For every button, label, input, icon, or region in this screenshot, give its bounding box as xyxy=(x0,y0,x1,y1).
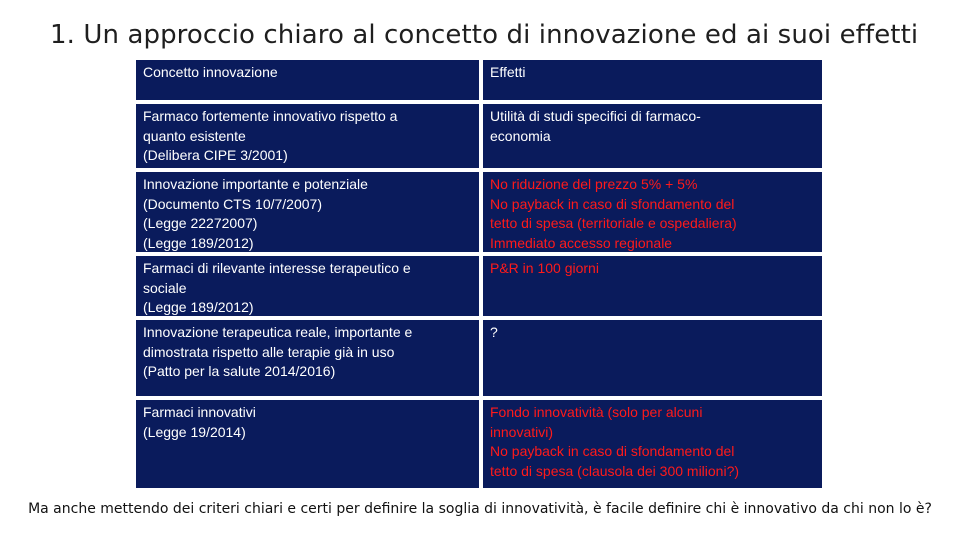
row-2-effect xyxy=(483,172,822,252)
row-3-concept-line: sociale xyxy=(143,279,187,296)
row-4-effect xyxy=(483,320,822,396)
row-5-concept xyxy=(136,400,479,488)
row-3-concept-line: Farmaci di rilevante interesse terapeutico e xyxy=(143,260,411,276)
row-5-effect xyxy=(483,400,822,488)
row-2-effect-line: Immediato accesso regionale xyxy=(490,234,673,251)
row-1-concept-line: Farmaco fortemente innovativo rispetto a xyxy=(143,108,398,124)
header-effects xyxy=(483,60,822,100)
row-5-effect-line: Fondo innovatività (solo per alcuni xyxy=(490,404,703,420)
row-4-concept-line: dimostrata rispetto alle terapie già in uso xyxy=(143,343,395,360)
row-2-concept xyxy=(136,172,479,252)
row-5-effect-line: innovativi) xyxy=(490,423,554,440)
row-5-effect-line: No payback in caso di sfondamento del xyxy=(490,443,735,459)
innovation-table xyxy=(136,60,822,488)
row-4-concept-line: Innovazione terapeutica reale, importante e xyxy=(143,324,413,340)
row-1-concept-line: (Delibera CIPE 3/2001) xyxy=(143,147,288,163)
row-1-effect xyxy=(483,104,822,168)
header-concept xyxy=(136,60,479,100)
row-2-concept-line: (Legge 189/2012) xyxy=(143,234,254,251)
row-4-concept-line: (Patto per la salute 2014/2016) xyxy=(143,363,336,379)
row-2-effect-line: No riduzione del prezzo 5% + 5% xyxy=(490,176,698,192)
row-1-concept-line: quanto esistente xyxy=(143,127,246,144)
footer-question: Ma anche mettendo dei criteri chiari e certi per definire la soglia di innovatività, è facile definire chi è innovativo da chi non lo è? xyxy=(28,501,932,517)
slide-title: 1. Un approccio chiaro al concetto di innovazione ed ai suoi effetti xyxy=(50,20,919,50)
row-2-concept-line: (Legge 22272007) xyxy=(143,215,258,231)
row-2-effect-line: tetto di spesa (territoriale e ospedaliera) xyxy=(490,215,737,231)
row-4-effect-line: ? xyxy=(490,324,498,340)
row-3-concept-line: (Legge 189/2012) xyxy=(143,299,254,315)
row-1-effect-line: economia xyxy=(490,127,551,144)
row-2-effect-line: No payback in caso di sfondamento del xyxy=(490,195,735,212)
row-2-concept-line: Innovazione importante e potenziale xyxy=(143,176,368,192)
row-5-concept-line: (Legge 19/2014) xyxy=(143,423,246,440)
row-1-concept xyxy=(136,104,479,168)
row-3-concept xyxy=(136,256,479,316)
row-3-effect-line: P&R in 100 giorni xyxy=(490,260,599,276)
header-concept-label: Concetto innovazione xyxy=(143,64,278,80)
header-effects-label: Effetti xyxy=(490,64,526,80)
row-3-effect xyxy=(483,256,822,316)
row-5-effect-line: tetto di spesa (clausola dei 300 milioni?) xyxy=(490,462,740,479)
row-1-effect-line: Utilità di studi specifici di farmaco- xyxy=(490,108,701,124)
row-2-concept-line: (Documento CTS 10/7/2007) xyxy=(143,195,322,212)
row-5-concept-line: Farmaci innovativi xyxy=(143,404,256,420)
row-4-concept xyxy=(136,320,479,396)
